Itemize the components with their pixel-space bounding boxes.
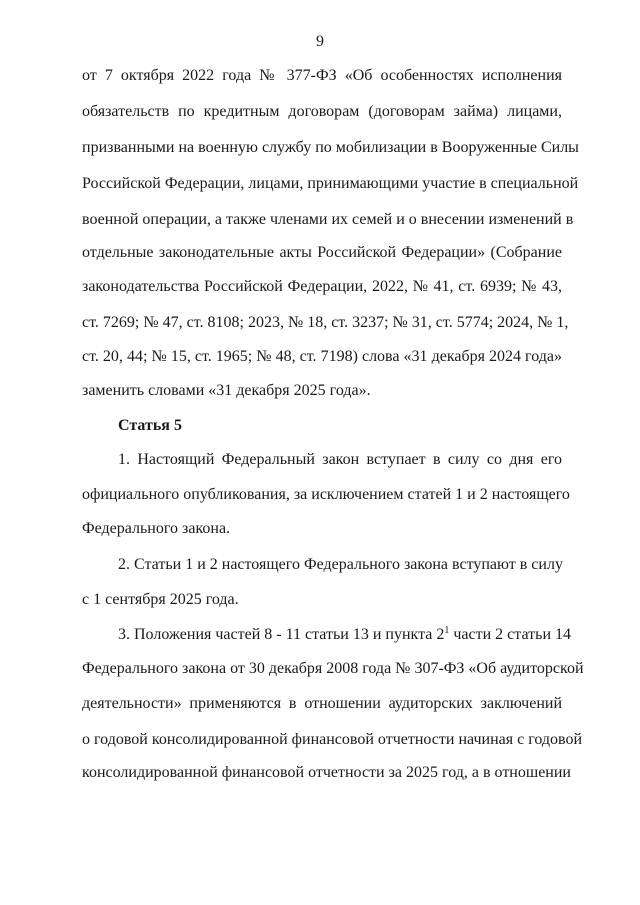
text-line: от 7 октября 2022 года № 377-ФЗ «Об особенностях исполнения <box>82 67 562 84</box>
text-line: 2. Статьи 1 и 2 настоящего Федерального закона вступают в силу <box>118 556 563 573</box>
text-line: 1. Настоящий Федеральный закон вступает в силу со дня его <box>118 451 562 468</box>
text-line: деятельности» применяются в отношении аудиторских заключений <box>82 695 562 712</box>
text-line: призванными на военную службу по мобилизации в Вооруженные Силы <box>82 139 579 156</box>
text-segment: 3. Положения частей 8 - 11 статьи 13 и пункта 2 <box>118 626 445 643</box>
text-line: ст. 7269; № 47, ст. 8108; 2023, № 18, ст. 3237; № 31, ст. 5774; 2024, № 1, <box>82 314 569 331</box>
text-line: законодательства Российской Федерации, 2022, № 41, ст. 6939; № 43, <box>82 278 562 295</box>
page-number: 9 <box>316 33 324 50</box>
text-line: Федерального закона от 30 декабря 2008 года № 307-ФЗ «Об аудиторской <box>82 660 584 677</box>
superscript: 1 <box>444 625 450 636</box>
text-line: официального опубликования, за исключением статей 1 и 2 настоящего <box>82 486 570 503</box>
text-line: с 1 сентября 2025 года. <box>82 591 239 608</box>
text-line: Федерального закона. <box>82 520 231 537</box>
text-line: обязательств по кредитным договорам (договорам займа) лицами, <box>82 103 562 120</box>
text-line-with-superscript <box>118 625 572 645</box>
text-line: военной операции, а также членами их семей и о внесении изменений в <box>82 211 574 228</box>
text-line: Российской Федерации, лицами, принимающими участие в специальной <box>82 175 579 192</box>
text-segment: части 2 статьи 14 <box>449 626 572 643</box>
text-line: отдельные законодательные акты Российской Федерации» (Собрание <box>82 244 562 261</box>
article-heading: Статья 5 <box>118 417 182 434</box>
text-line: ст. 20, 44; № 15, ст. 1965; № 48, ст. 7198) слова «31 декабря 2024 года» <box>82 348 562 365</box>
text-line: о годовой консолидированной финансовой отчетности начиная с годовой <box>82 731 583 748</box>
text-line: консолидированной финансовой отчетности за 2025 год, а в отношении <box>82 764 571 781</box>
text-line: заменить словами «31 декабря 2025 года». <box>82 382 371 399</box>
